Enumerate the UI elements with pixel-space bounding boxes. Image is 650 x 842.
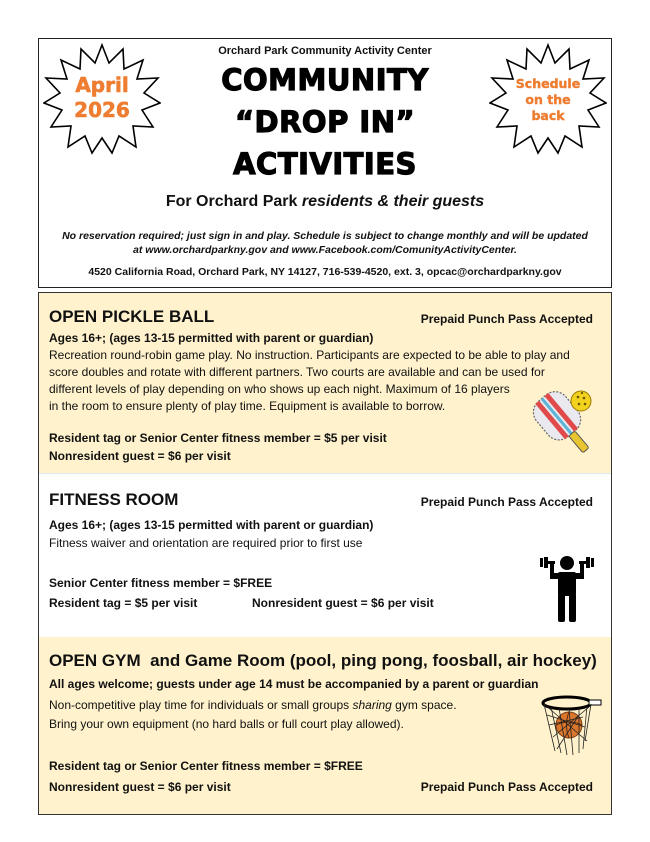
schedule-starburst: [489, 43, 607, 155]
section-open-gym: [39, 637, 611, 814]
description-line: different levels of play depending on who shows up each night. Maximum of 16 players: [49, 382, 510, 396]
section-title: FITNESS ROOM: [49, 490, 179, 509]
punch-pass-note: Prepaid Punch Pass Accepted: [420, 495, 593, 509]
age-requirement: Ages 16+; (ages 13-15 permitted with parent or guardian): [49, 518, 374, 532]
notice: [49, 229, 601, 257]
age-requirement: Ages 16+; (ages 13-15 permitted with parent or guardian): [49, 331, 374, 345]
weightlifter-icon: [537, 554, 597, 629]
description-text: Non-competitive play time for individuals or small groups: [49, 698, 353, 712]
section-pickleball: [39, 293, 611, 474]
contact-address: 4520 California Road, Orchard Park, NY 14127, 716-539-4520, ext. 3, opcac@orchardparkny.gov: [88, 266, 562, 278]
title-line-3: ACTIVITIES: [233, 147, 417, 181]
section-title-rest: and Game Room (pool, ping pong, foosball, air hockey): [140, 651, 597, 670]
description: Fitness waiver and orientation are required prior to first use: [49, 536, 363, 550]
header-box: [38, 38, 612, 288]
section-title-main: OPEN GYM: [49, 651, 141, 670]
year-label: 2026: [74, 98, 130, 122]
punch-pass-note: Prepaid Punch Pass Accepted: [420, 312, 593, 326]
schedule-note: [489, 76, 607, 124]
schedule-note-line: Schedule: [515, 76, 581, 91]
price-nonresident: Nonresident guest = $6 per visit: [252, 596, 434, 610]
price-resident: Resident tag = $5 per visit: [49, 596, 198, 610]
description-line: Bring your own equipment (no hard balls or full court play allowed).: [49, 717, 404, 731]
description-line: Recreation round-robin game play. No instruction. Participants are expected to be able to play and: [49, 348, 570, 362]
subtitle-prefix: For Orchard Park: [165, 193, 302, 210]
section-title: [49, 651, 597, 671]
punch-pass-note: Prepaid Punch Pass Accepted: [420, 780, 593, 794]
description: [49, 696, 457, 734]
notice-line-2: at www.orchardparkny.gov and www.Facebook.com/ComunityActivityCenter.: [133, 244, 517, 256]
description-text: gym space.: [391, 698, 457, 712]
description-emphasis: sharing: [352, 698, 392, 712]
schedule-note-line: on the: [525, 92, 571, 107]
schedule-note-line: back: [531, 108, 565, 123]
subtitle: [39, 193, 611, 211]
center-name: Orchard Park Community Activity Center: [218, 45, 432, 57]
description-line: in the room to ensure plenty of play time. Equipment is available to borrow.: [49, 399, 446, 413]
age-requirement: All ages welcome; guests under age 14 must be accompanied by a parent or guardian: [49, 677, 539, 691]
pickleball-paddle-icon: [529, 385, 601, 466]
subtitle-italic: residents & their guests: [301, 193, 485, 210]
month-label: April: [75, 73, 129, 97]
title-line-2: “DROP IN”: [234, 105, 416, 139]
notice-line-1: No reservation required; just sign in and play. Schedule is subject to change monthly and will be updated: [62, 230, 588, 242]
description: [49, 347, 570, 415]
price-resident: Resident tag or Senior Center fitness member = $5 per visit: [49, 431, 387, 445]
price-nonresident: Nonresident guest = $6 per visit: [49, 449, 231, 463]
description-line: score doubles and rotate with different partners. Two courts are available and can be used for: [49, 365, 545, 379]
price-resident: Resident tag or Senior Center fitness member = $FREE: [49, 759, 363, 773]
activities-box: [38, 292, 612, 815]
price-nonresident: Nonresident guest = $6 per visit: [49, 780, 231, 794]
section-fitness: [39, 474, 611, 637]
title-line-1: COMMUNITY: [221, 63, 429, 97]
section-title: OPEN PICKLE BALL: [49, 307, 215, 326]
basketball-hoop-icon: [539, 695, 603, 764]
price-senior: Senior Center fitness member = $FREE: [49, 576, 273, 590]
description-line: [49, 696, 457, 715]
